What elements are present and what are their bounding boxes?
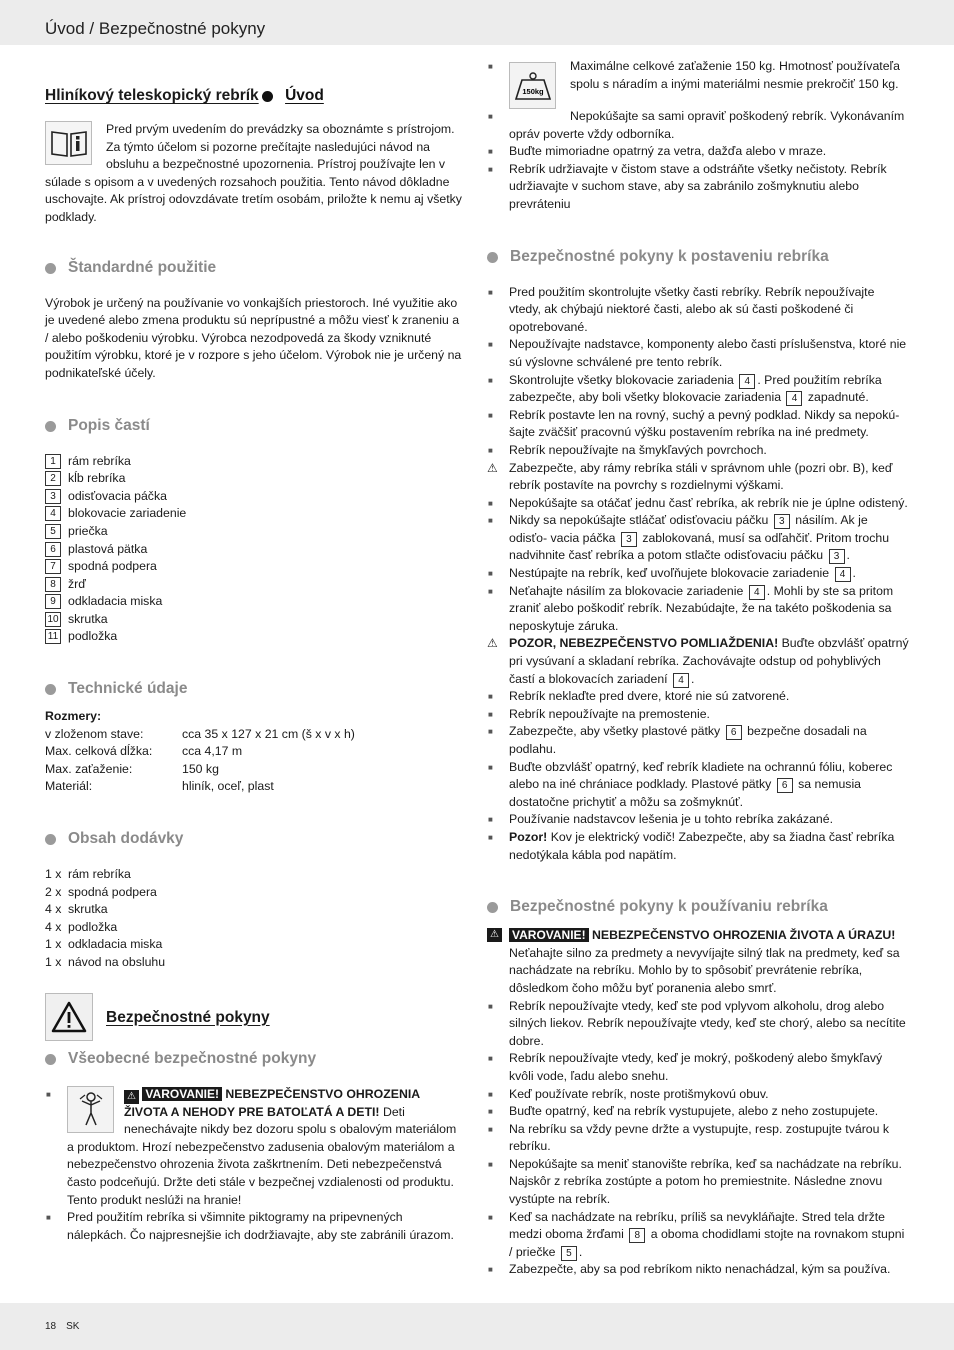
- list-item: ■ Neťahajte násilím za blokovacie zariadenie 4 . Mohli by ste sa pritom zraniť alebo poškodiť rebrík. Nezabúdajte, že na takéto poškodenia sa neposkytuje záruka.: [487, 583, 909, 636]
- list-item: ■ Nikdy sa nepokúšajte stláčať odisťovaciu páčku 3 násilím. Ak je odisťo- vacia páčka 3 zablokovaná, musí sa odľahčiť. Pritom trochu nadvihnite časť rebríka a potom stlačte odisťovaciu páčku 3 .: [487, 512, 909, 565]
- section-general-title: Všeobecné bezpečnostné pokyny: [45, 1049, 465, 1069]
- list-item: 7 spodná podpera: [45, 558, 465, 576]
- setup-list: [487, 284, 909, 865]
- list-item: 6 plastová pätka: [45, 541, 465, 559]
- list-item: ■ Zabezpečte, aby sa pod rebríkom nikto nenachádzal, kým sa používa.: [487, 1261, 909, 1279]
- list-item: 5 priečka: [45, 523, 465, 541]
- page-number: 18: [45, 1321, 57, 1332]
- use-list: [487, 927, 909, 1279]
- svg-text:150kg: ■ 150kg: [521, 86, 544, 96]
- list-item: ■ Keď sa nachádzate na rebríku, príliš sa nevykláňajte. Stred tela držte medzi oboma žrďami 8 a oboma chodidlami stojte na rovnakom stupni / priečke 5 .: [487, 1209, 909, 1262]
- safety-heading-row: [45, 993, 465, 1041]
- general-list: [45, 1086, 465, 1245]
- table-row: Max. celková dĺžka: cca 4,17 m: [45, 744, 243, 759]
- list-item: [487, 58, 909, 108]
- list-item: ■ Rebrík nepoužívajte na šmykľavých povrchoch.: [487, 442, 909, 460]
- list-item: ■ Buďte opatrný, keď na rebrík vystupujete, alebo z neho zostupujete.: [487, 1103, 909, 1121]
- list-item: 11 podložka: [45, 628, 465, 646]
- list-item: ■ Rebrík neklaďte pred dvere, ktoré nie sú zatvorené.: [487, 688, 909, 706]
- tech-subtitle: Rozmery:: [45, 709, 102, 724]
- list-item: ■ Nestúpajte na rebrík, keď uvoľňujete blokovacie zariadenie 4 .: [487, 565, 909, 583]
- list-item: 4 x podložka: [45, 919, 118, 934]
- list-item: 4 x skrutka: [45, 902, 108, 917]
- list-item: ■ Rebrík nepoužívajte na premostenie.: [487, 706, 909, 724]
- warning-head: NEBEZPEČENSTVO OHROZENIA ŽIVOTA A NEHODY PRE BATOĽATÁ A DETI!: [124, 1086, 420, 1119]
- standard-text: Výrobok je určený na používanie vo vonkajších priestoroch. Iné využitie ako je uvedené alebo zmena produktu sú neprípustné a môžu viesť k zraneniu a / alebo poškodeniu výrobku. Výrobca nezodpovedá za škody vzniknuté použitím výrobku, ktoré je v rozpore s jeho účelom. Výrobok nie je určený na podnikateľské účely.: [45, 295, 462, 380]
- list-item: ■ Rebrík nepoužívajte vtedy, keď ste pod vplyvom alkoholu, drog alebo silných liekov. Rebrík nepoužívajte vtedy, keď ste chorý, alebo sa necítite dobre.: [487, 998, 909, 1051]
- section-parts-title: Popis častí: [45, 416, 465, 436]
- list-item: 2 kĺb rebríka: [45, 470, 465, 488]
- list-item: 2 x spodná podpera: [45, 884, 157, 899]
- list-item: ■ Buďte obzvlášť opatrný, keď rebrík kladiete na ochrannú fóliu, koberec alebo na iné chrániace podklady. Plastové pätky 6 sa nemusia dostatočne prichytiť a môžu sa zošmyknúť.: [487, 759, 909, 812]
- list-item: ■ Skontrolujte všetky blokovacie zariadenia 4 . Pred použitím rebríka zabezpečte, aby boli všetky blokovacie zariadenia 4 zapadnuté.: [487, 372, 909, 407]
- manual-info-icon: [45, 121, 92, 165]
- uvod-block: [45, 121, 465, 227]
- warning-label: VAROVANIE!: [142, 1087, 222, 1101]
- load-text: Maximálne celkové zaťaženie 150 kg. Hmotnosť používateľa spolu s náradím a inými materiálmi nesmie prekročiť 150 kg.: [570, 59, 900, 91]
- list-item: ■ Používanie nadstavcov lešenia je u tohto rebríka zakázané.: [487, 811, 909, 829]
- section-setup-title: Bezpečnostné pokyny k postaveniu rebríka: [487, 247, 909, 267]
- warning-head: NEBEZPEČENSTVO OHROZENIA ŽIVOTA A ÚRAZU!: [591, 928, 896, 943]
- list-item: ■ Na rebríku sa vždy pevne držte a vystupujte, resp. zostupujte tvárou k rebríku.: [487, 1121, 909, 1156]
- warning-icon: ⚠: [487, 928, 502, 942]
- general-list-continued: [487, 58, 909, 214]
- list-item: 1 x rám rebríka: [45, 867, 131, 882]
- list-item: ■ Zabezpečte, aby všetky plastové pätky 6 bezpečne dosadali na podlahu.: [487, 723, 909, 758]
- list-item: 4 blokovacie zariadenie: [45, 505, 465, 523]
- page-header: [0, 0, 954, 45]
- list-item: ■ Nepokúšajte sa otáčať jednu časť rebríka, ak rebrík nie je úplne odistený.: [487, 495, 909, 513]
- list-item: 9 odkladacia miska: [45, 593, 465, 611]
- list-item: [45, 1086, 465, 1210]
- warning-text: Neťahajte silno za predmety a nevyvíjajte silný tlak na predmety, keď sa nachádzate na rebríku. Mohlo by to spôsobiť prevrátenie rebríka, dôsledkom čoho môžu byť poranenia alebo smrť.: [509, 945, 900, 995]
- list-item: 1 rám rebríka: [45, 453, 465, 471]
- list-item: ■ Nepokúšajte sa sami opraviť poškodený rebrík. Vykonávaním opráv poverte vždy odborníka.: [487, 108, 909, 143]
- child-packaging-icon: [67, 1086, 114, 1133]
- list-item: 1 x návod na obsluhu: [45, 955, 166, 969]
- warning-label: VAROVANIE!: [509, 928, 589, 942]
- safety-title: Bezpečnostné pokyny: [106, 1008, 270, 1026]
- list-item: ■ Keď používate rebrík, noste protišmykovú obuv.: [487, 1086, 909, 1104]
- list-item: 3 odisťovacia páčka: [45, 488, 465, 506]
- section-contents-title: Obsah dodávky: [45, 829, 465, 849]
- language-code: SK: [66, 1321, 80, 1332]
- left-column: [45, 55, 465, 1244]
- uvod-text: Pred prvým uvedením do prevádzky sa oboznámte s prístrojom. Za týmto účelom si pozorne prečítajte nasledujúci návod na obsluhu a bezpečnostné upozornenia. Prístroj používajte len v súlade s opisom a v uvedených rozsahoch použitia. Tento návod dôkladne uschovajte. Ak prístroj odovzdávate tretím osobám, priložte k nemu aj všetky podklady.: [45, 122, 462, 224]
- list-item: 8 žrď: [45, 576, 465, 594]
- list-item: ■ Buďte mimoriadne opatrný za vetra, dažďa alebo v mraze.: [487, 143, 909, 161]
- table-row: Max. zaťaženie: 150 kg: [45, 761, 219, 776]
- section-tech-title: Technické údaje: [45, 679, 465, 699]
- list-item: ■ Rebrík nepoužívajte vtedy, keď je mokrý, poškodený alebo šmykľavý kvôli vode, ľadu alebo snehu.: [487, 1050, 909, 1085]
- list-item: ■ Nepokúšajte sa meniť stanovište rebríka, keď sa nachádzate na rebríku. Najskôr z rebríka zostúpte a potom ho premiestnite. Následne znovu vystúpte na rebrík.: [487, 1156, 909, 1209]
- warning-text: Deti nenechávajte nikdy bez dozoru spolu s obalovým materiálom a produktom. Hrozí nebezpečenstvo zadusenia obalovým materiálom a nebezpečenstvo ohrozenia života zaškrtnením. Deti nebezpečenstvá často podceňujú. Držte deti stále v bezpečnej vzdialenosti od produktu. Tento produkt neslúži na hranie!: [67, 1104, 457, 1207]
- weight-load-icon: [509, 62, 556, 109]
- list-item: ■ Pred použitím rebríka si všimnite piktogramy na pripevnených nálepkách. Čo najpresnejšie ich dodržiavajte, aby ste zabránili úrazom.: [45, 1209, 465, 1244]
- table-row: v zloženom stave: cca 35 x 127 x 21 cm (š x v x h): [45, 726, 355, 741]
- list-item: 1 x odkladacia miska: [45, 937, 163, 952]
- parts-list: [45, 453, 465, 647]
- right-column: [487, 58, 909, 1279]
- list-item: ■ Nepoužívajte nadstavce, komponenty alebo časti príslušenstva, ktoré nie sú výslovne schválené pre tento rebrík.: [487, 336, 909, 371]
- list-item: ⚠ Zabezpečte, aby rámy rebríka stáli v správnom uhle (pozri obr. B), keď rebrík postavíte na povrchy s rozdielnymi výškami.: [487, 460, 909, 495]
- product-title: Hliníkový teleskopický rebrík: [45, 87, 259, 104]
- list-item: 10 skrutka: [45, 611, 465, 629]
- section-uvod-title: Úvod: [262, 86, 324, 106]
- header-title: Úvod / Bezpečnostné pokyny: [45, 19, 266, 38]
- list-item: [487, 927, 909, 997]
- list-item: ■ Pozor! Kov je elektrický vodič! Zabezpečte, aby sa žiadna časť rebríka nedotýkala kábla pod napätím.: [487, 829, 909, 864]
- list-item: ⚠ POZOR, NEBEZPEČENSTVO POMLIAŽDENIA! Buďte obzvlášť opatrný pri vysúvaní a skladaní rebríka. Zachovávajte odstup od pohyblivých častí a blokovacích zariadení 4 .: [487, 635, 909, 688]
- warning-triangle-icon: [45, 993, 93, 1041]
- contents-list: [45, 866, 465, 972]
- tech-table: [45, 708, 465, 796]
- page-footer: [0, 1303, 954, 1350]
- warning-icon: ⚠: [124, 1090, 139, 1104]
- section-standard-title: Štandardné použitie: [45, 258, 465, 278]
- table-row: Materiál: hliník, oceľ, plast: [45, 779, 274, 794]
- list-item: ■ Rebrík postavte len na rovný, suchý a pevný podklad. Nikdy sa nepokú- šajte zväčšiť pracovnú výšku postavením rebríka na iné predmety.: [487, 407, 909, 442]
- section-use-title: Bezpečnostné pokyny k používaniu rebríka: [487, 897, 909, 917]
- list-item: ■ Rebrík udržiavajte v čistom stave a odstráňte všetky nečistoty. Rebrík udržiavajte v suchom stave, aby sa zabránilo zošmyknutiu alebo prevráteniu: [487, 161, 909, 214]
- list-item: ■ Pred použitím skontrolujte všetky časti rebríky. Rebrík nepoužívajte vtedy, ak chýbajú niektoré časti, alebo ak sú časti poškodené či opotrebované.: [487, 284, 909, 337]
